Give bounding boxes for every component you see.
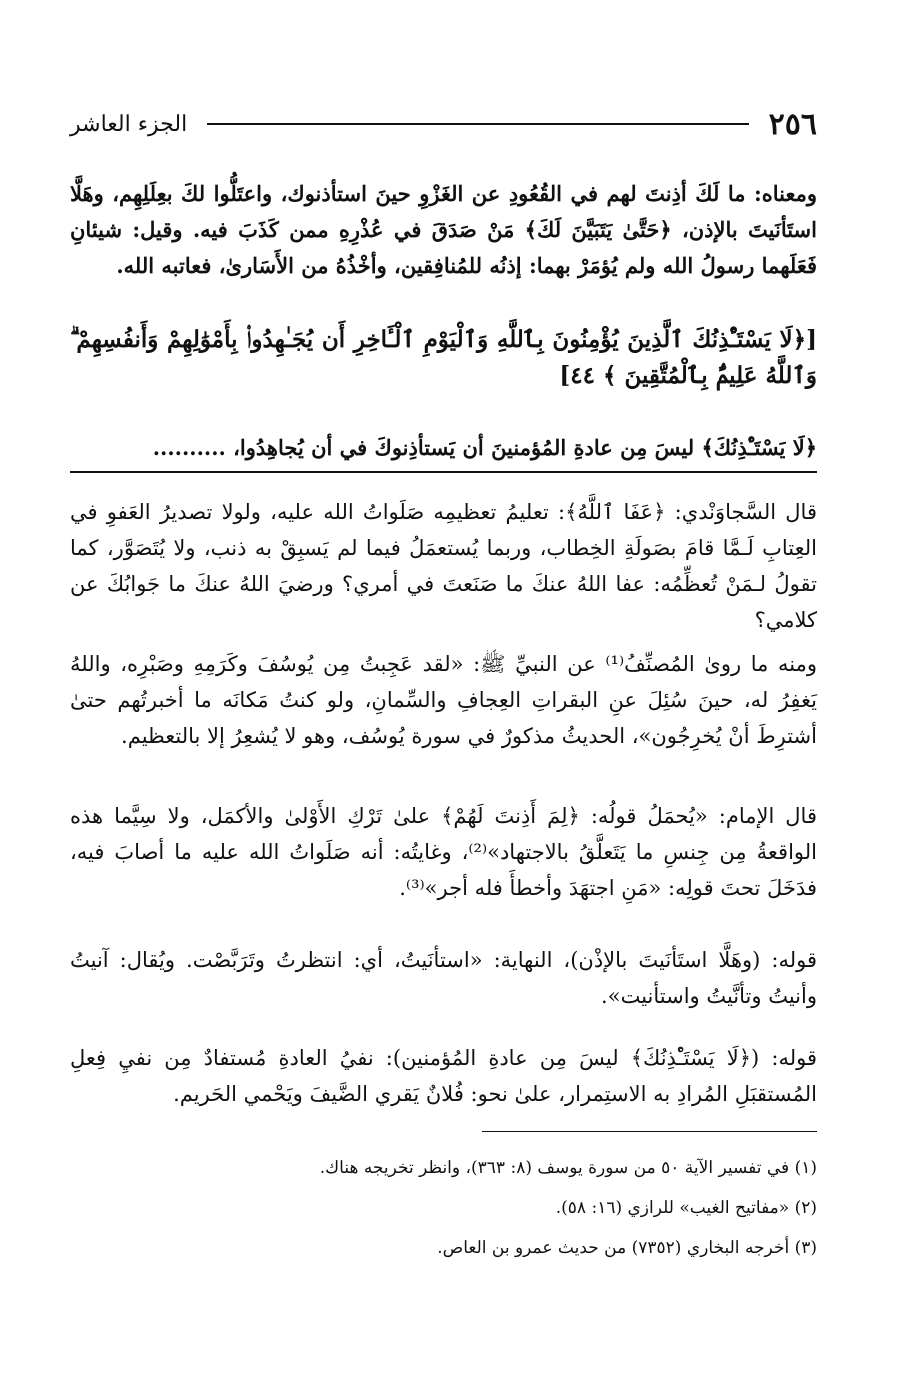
section-divider <box>70 471 817 473</box>
footnote-2: (٢) «مفاتيح الغيب» للرازي (١٦: ٥٨). <box>555 1198 817 1218</box>
page-number: ٢٥٦ <box>768 106 817 142</box>
commentary-paragraph-3: قال الإمام: «يُحمَلُ قولُه: ﴿لِمَ أَذِنتَ لَهُمْ﴾ علىٰ تَرْكِ الأَوْلىٰ والأكمَل، ولا سِيَّما هذه الواقعةُ مِن جِنسِ ما يَتَعلَّقُ بالاجتهاد»⁽²⁾، وغايتُه: أنه صَلَواتُ الله عليه ما أصابَ فيه، فدَخَلَ تحتَ قولِه: «مَنِ اجتهَدَ وأخطأَ فله أجر»⁽³⁾. <box>70 804 817 900</box>
quran-verse: [﴿لَا يَسْتَـْٔذِنُكَ ٱلَّذِينَ يُؤْمِنُونَ بِٱللَّهِ وَٱلْيَوْمِ ٱلْـَٔاخِرِ أَن يُجَـٰهِدُوا۟ بِأَمْوَٰلِهِمْ وَأَنفُسِهِمْ ۗ وَٱللَّهُ عَلِيمٌۢ بِٱلْمُتَّقِينَ ﴾ ٤٤] <box>70 326 817 389</box>
footnote-3: (٣) أخرجه البخاري (٧٣٥٢) من حديث عمرو بن العاص. <box>437 1238 817 1258</box>
commentary-paragraph-4: قوله: (وهَلَّا استَأنَيتَ بالإذْن)، النهاية: «استأنَيتُ، أي: انتظرتُ وتَرَبَّصْت. ويُقال: آنيتُ وأنيتُ وتأنَّيتُ واستأنيت». <box>70 948 817 1008</box>
commentary-paragraph-2: ومنه ما روىٰ المُصنِّفُ⁽¹⁾ عن النبيِّ ﷺ: «لقد عَجِبتُ مِن يُوسُفَ وكَرَمِهِ وصَبْرِه، واللهُ يَغفِرُ له، حينَ سُئِلَ عنِ البقراتِ العِجافِ والسِّمانِ، ولو كنتُ مَكانَه ما أخبرتُهم حتىٰ أشترِطَ أنْ يُخرِجُون»، الحديثُ مذكورٌ في سورة يُوسُف، وهو لا يُشعِرُ إلا بالتعظيم. <box>70 652 817 748</box>
page-header <box>70 104 817 144</box>
header-rule <box>207 123 748 125</box>
footnote-1: (١) في تفسير الآية ٥٠ من سورة يوسف (٨: ٣٦٣)، وانظر تخريجه هناك. <box>319 1158 817 1178</box>
meaning-paragraph: ومعناه: ما لَكَ أذِنتَ لهم في القُعُودِ عن الغَزْوِ حينَ استأذنوك، واعتَلُّوا لكَ بعِلَلِهِم، وهَلَّا استَأنَيتَ بالإذن، ﴿حَتَّىٰ يَتَبَيَّنَ لَكَ﴾ مَنْ صَدَقَ في عُذْرِهِ ممن كَذَبَ فيه. وقيل: شيئانِ فَعَلَهما رسولُ الله ولم يُؤمَرْ بهما: إذنُه للمُنافِقين، وأخْذُهُ من الأَسَارىٰ، فعاتبه الله. <box>70 181 817 278</box>
running-title: الجزء العاشر <box>70 111 188 137</box>
footnote-divider <box>482 1131 817 1132</box>
verse-explanation: ﴿لَا يَسْتَـْٔذِنُكَ﴾ ليسَ مِن عادةِ المُؤمنينَ أن يَستأذِنوكَ في أن يُجاهِدُوا، .......... <box>152 435 817 460</box>
commentary-paragraph-1: قال السَّجاوَنْدي: ﴿عَفَا ٱللَّهُ﴾: تعليمُ تعظيمِه صَلَواتُ الله عليه، ولولا تصديرُ العَفوِ في العِتابِ لَـمَّا قامَ بصَولَةِ الخِطاب، وربما يُستعمَلُ فيما لم يَسبِقْ به ذنب، ولا يُتَصَوَّر، كما تقولُ لـمَنْ تُعظِّمُه: عفا اللهُ عنكَ ما صَنَعتَ في أمري؟ ورضيَ اللهُ عنكَ ما جَوابُكَ عن كلامي؟ <box>70 500 817 632</box>
commentary-paragraph-5: قوله: (﴿لَا يَسْتَـْٔذِنُكَ﴾ ليسَ مِن عادةِ المُؤمنين): نفيُ العادةِ مُستفادٌ مِن نفيِ فِعلِ المُستقبَلِ المُرادِ به الاستِمرار، علىٰ نحو: فُلانٌ يَقري الضَّيفَ ويَحْمي الحَريم. <box>70 1046 817 1106</box>
